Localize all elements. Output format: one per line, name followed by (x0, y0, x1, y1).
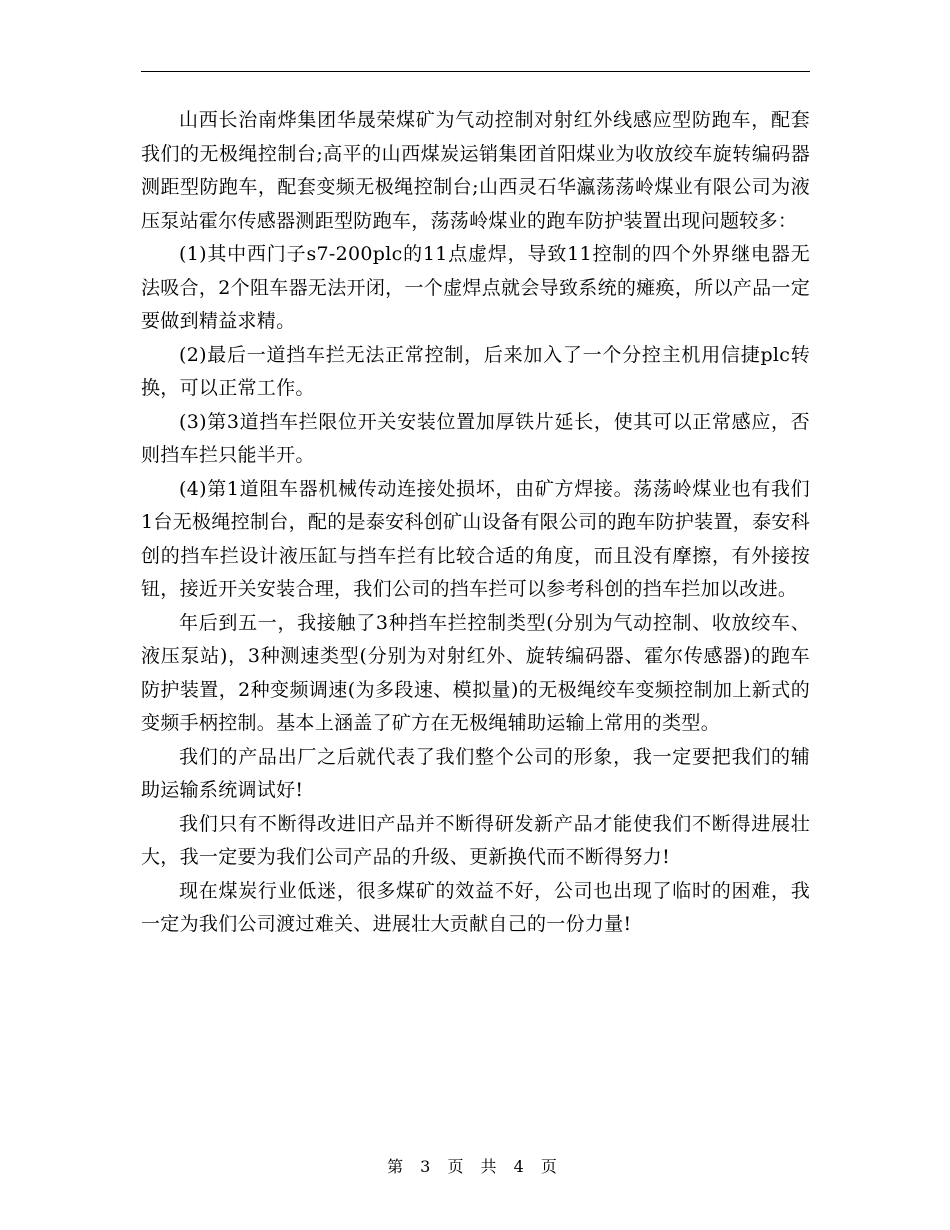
paragraph: 山西长治南烨集团华晟荣煤矿为气动控制对射红外线感应型防跑车，配套我们的无极绳控制台;高平的山西煤炭运销集团首阳煤业为收放绞车旋转编码器测距型防跑车，配套变频无极绳控制台;山西灵石华瀛荡荡岭煤业有限公司为液压泵站霍尔传感器测距型防跑车，荡荡岭煤业的跑车防护装置出现问题较多： (141, 109, 810, 232)
paragraph: 现在煤炭行业低迷，很多煤矿的效益不好，公司也出现了临时的困难，我一定为我们公司渡过难关、进展壮大贡献自己的一份力量! (141, 879, 810, 935)
paragraph: (3)第3道挡车拦限位开关安装位置加厚铁片延长，使其可以正常感应，否则挡车拦只能半开。 (141, 410, 810, 466)
paragraph: 年后到五一，我接触了3种挡车拦控制类型(分别为气动控制、收放绞车、液压泵站)，3种测速类型(分别为对射红外、旋转编码器、霍尔传感器)的跑车防护装置，2种变频调速(为多段速、模拟量)的无极绳绞车变频控制加上新式的变频手柄控制。基本上涵盖了矿方在无极绳辅助运输上常用的类型。 (141, 611, 810, 734)
paragraph: 我们只有不断得改进旧产品并不断得研发新产品才能使我们不断得进展壮大，我一定要为我们公司产品的升级、更新换代而不断得努力! (141, 812, 810, 868)
paragraph: (1)其中西门子s7-200plc的11点虚焊，导致11控制的四个外界继电器无法吸合，2个阻车器无法开闭，一个虚焊点就会导致系统的瘫痪，所以产品一定要做到精益求精。 (141, 243, 810, 332)
paragraph: 我们的产品出厂之后就代表了我们整个公司的形象，我一定要把我们的辅助运输系统调试好! (141, 745, 810, 801)
header-rule (141, 71, 810, 72)
paragraph: (4)第1道阻车器机械传动连接处损坏，由矿方焊接。荡荡岭煤业也有我们1台无极绳控制台，配的是泰安科创矿山设备有限公司的跑车防护装置，泰安科创的挡车拦设计液压缸与挡车拦有比较合适的角度，而且没有摩擦，有外接按钮，接近开关安装合理，我们公司的挡车拦可以参考科创的挡车拦加以改进。 (141, 477, 810, 600)
paragraph: (2)最后一道挡车拦无法正常控制，后来加入了一个分控主机用信捷plc转换，可以正常工作。 (141, 343, 810, 399)
document-body (141, 104, 810, 942)
page-footer: 第 3 页 共 4 页 (387, 1157, 563, 1176)
